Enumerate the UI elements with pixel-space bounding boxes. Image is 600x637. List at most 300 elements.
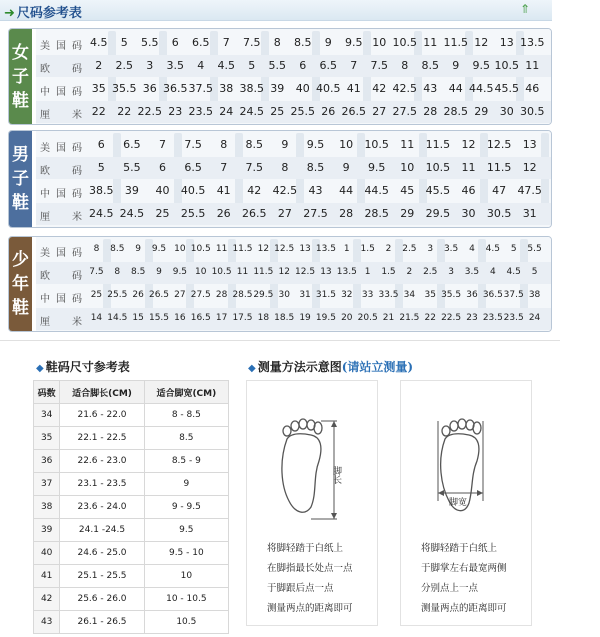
size-cell: 24.5 (239, 105, 264, 118)
size-cell: 8 (220, 138, 228, 151)
size-cell: 5.5 (527, 244, 542, 254)
size-cell: 1 (364, 267, 371, 277)
men-shoe-table (8, 130, 552, 228)
table-cell: 21.6 - 22.0 (60, 404, 144, 427)
size-cell: 40 (295, 82, 310, 95)
size-cell: 5 (97, 161, 105, 174)
size-cell: 35 (91, 82, 106, 95)
size-cell: 11.5 (486, 161, 512, 174)
table-cell: 9 (144, 473, 228, 496)
table-cell: 10.5 (144, 611, 228, 634)
size-cell: 26 (321, 105, 336, 118)
size-cell: 7 (220, 161, 228, 174)
size-cell: 5 (531, 267, 538, 277)
size-cell: 23.5 (503, 313, 524, 323)
bullet-icon: ◆ (248, 363, 256, 374)
men-side-label: 男 子 鞋 (9, 131, 32, 227)
size-cell: 33.5 (378, 290, 399, 300)
size-cell: 45.5 (425, 184, 451, 197)
table-cell: 8.5 - 9 (144, 450, 228, 473)
size-cell: 38 (528, 290, 541, 300)
size-cell: 5.5 (123, 161, 141, 174)
size-cell: 15.5 (148, 313, 170, 323)
size-cell: 5 (510, 244, 517, 254)
size-cell: 9.5 (472, 59, 490, 72)
size-cell: 42.5 (272, 184, 298, 197)
table-cell: 10 - 10.5 (144, 588, 228, 611)
size-cell: 16 (174, 313, 186, 323)
size-cell: 41 (216, 184, 231, 197)
size-cell: 44 (448, 82, 463, 95)
size-cell: 38.5 (239, 82, 264, 95)
table-cell: 42 (34, 588, 60, 611)
size-cell: 3.5 (443, 244, 459, 254)
size-cell: 28.5 (364, 207, 389, 220)
size-cell: 13 (499, 36, 514, 49)
size-cell: 1.5 (360, 244, 375, 254)
size-cell: 27.5 (303, 207, 328, 220)
size-cell: 20 (341, 313, 353, 323)
size-cell: 7 (222, 36, 230, 49)
size-cell: 4.5 (485, 244, 500, 254)
size-cell: 12 (461, 138, 476, 151)
size-cell: 7.5 (245, 161, 264, 174)
size-cell: 35 (424, 290, 436, 300)
table-cell: 22.1 - 22.5 (60, 427, 144, 450)
size-cell: 10 (372, 36, 387, 49)
size-cell: 28 (423, 105, 438, 118)
size-cell: 5.5 (141, 36, 159, 49)
size-cell: 27.5 (190, 290, 211, 300)
table-cell: 22.6 - 23.0 (60, 450, 144, 473)
size-cell: 29.5 (425, 207, 451, 220)
size-cell: 12.5 (295, 267, 316, 277)
size-cell: 2.5 (423, 267, 438, 277)
size-cell: 9 (281, 138, 289, 151)
size-cell: 1.5 (381, 267, 396, 277)
size-cell: 26 (216, 207, 231, 220)
size-cell: 6 (97, 138, 105, 151)
size-cell: 45 (400, 184, 415, 197)
table-row (34, 565, 229, 588)
foot-length-diagram (247, 381, 377, 531)
size-cell: 25.5 (107, 290, 128, 300)
row-label: 厘 米 (40, 110, 82, 121)
size-cell: 5 (248, 59, 256, 72)
table-cell: 34 (34, 404, 60, 427)
size-cell: 8 (401, 59, 409, 72)
size-cell: 13.5 (315, 244, 336, 254)
table-row (34, 404, 229, 427)
size-cell: 4.5 (217, 59, 235, 72)
size-cell: 42.5 (392, 82, 417, 95)
col-header: 码数 (34, 381, 60, 404)
size-row (36, 101, 551, 123)
table-cell: 39 (34, 519, 60, 542)
size-cell: 3.5 (464, 267, 480, 277)
size-cell: 4.5 (506, 267, 521, 277)
measure-width-instructions: 将脚轻踏于白纸上 于脚掌左右最宽两侧 分别点上一点 测量两点的距离即可 (421, 543, 507, 614)
size-cell: 11.5 (425, 138, 451, 151)
table-cell: 36 (34, 450, 60, 473)
size-cell: 6.5 (184, 161, 202, 174)
size-cell: 29 (474, 105, 489, 118)
size-cell: 6.5 (192, 36, 210, 49)
size-cell: 8.5 (306, 161, 325, 174)
size-cell: 5 (120, 36, 128, 49)
table-cell: 9.5 - 10 (144, 542, 228, 565)
size-cell: 12 (257, 244, 270, 254)
size-cell: 44 (339, 184, 354, 197)
size-row (36, 32, 551, 54)
size-cell: 14.5 (107, 313, 128, 323)
size-cell: 12.5 (486, 138, 512, 151)
size-cell: 21.5 (399, 313, 420, 323)
size-cell: 26.5 (341, 105, 366, 118)
size-cell: 30 (461, 207, 476, 220)
size-cell: 22 (117, 105, 132, 118)
size-cell: 2 (406, 267, 413, 277)
size-cell: 10.5 (494, 59, 519, 72)
size-cell: 25 (155, 207, 170, 220)
size-row (36, 239, 551, 261)
size-cell: 10.5 (364, 138, 389, 151)
size-cell: 4 (469, 244, 475, 254)
size-row (36, 180, 551, 202)
table-row (34, 519, 229, 542)
size-cell: 11 (525, 59, 540, 72)
size-cell: 39 (124, 184, 139, 197)
size-cell: 24.5 (89, 207, 114, 220)
table-cell: 25.1 - 25.5 (60, 565, 144, 588)
table-cell: 35 (34, 427, 60, 450)
size-cell: 25 (270, 105, 285, 118)
table-row (34, 588, 229, 611)
size-cell: 38.5 (89, 184, 114, 197)
size-cell: 6.5 (123, 138, 141, 151)
table-cell: 9 - 9.5 (144, 496, 228, 519)
size-cell: 27 (372, 105, 387, 118)
size-cell: 23.5 (482, 313, 503, 323)
size-cell: 28.5 (443, 105, 468, 118)
size-cell: 23 (466, 313, 478, 323)
size-cell: 19.5 (315, 313, 336, 323)
row-label: 厘 米 (40, 317, 82, 328)
col-header: 适合脚宽(CM) (144, 381, 228, 404)
size-cell: 13 (522, 138, 537, 151)
size-cell: 8 (281, 161, 289, 174)
size-cell: 11 (423, 36, 438, 49)
size-cell: 4 (197, 59, 205, 72)
size-row (36, 285, 551, 307)
size-cell: 9 (342, 161, 350, 174)
size-cell: 17.5 (232, 313, 253, 323)
row-label: 中国码 (40, 87, 82, 98)
foot-length-label: 脚长 (331, 466, 341, 484)
size-cell: 2 (95, 59, 103, 72)
size-cell: 9.5 (345, 36, 363, 49)
size-cell: 30.5 (486, 207, 512, 220)
size-cell: 11.5 (253, 267, 274, 277)
table-row (34, 611, 229, 634)
size-cell: 13.5 (336, 267, 357, 277)
table-row (34, 427, 229, 450)
size-cell: 44.5 (364, 184, 389, 197)
size-cell: 28 (339, 207, 354, 220)
size-cell: 25.5 (180, 207, 206, 220)
size-cell: 10 (400, 161, 415, 174)
size-cell: 11 (215, 244, 228, 254)
size-cell: 29 (400, 207, 415, 220)
size-cell: 22.5 (137, 105, 162, 118)
size-row (36, 78, 551, 100)
table-row (34, 450, 229, 473)
header-bar (0, 0, 552, 21)
size-cell: 26.5 (242, 207, 267, 220)
table-cell: 8 - 8.5 (144, 404, 228, 427)
table-cell: 9.5 (144, 519, 228, 542)
size-cell: 8.5 (245, 138, 264, 151)
foot-outline-icon (441, 419, 481, 511)
foot-width-label: 脚宽 (449, 498, 468, 508)
size-cell: 8 (114, 267, 121, 277)
size-cell: 40.5 (180, 184, 206, 197)
size-cell: 9 (452, 59, 460, 72)
table-cell: 10 (144, 565, 228, 588)
size-cell: 11 (461, 161, 476, 174)
table-cell: 38 (34, 496, 60, 519)
size-cell: 2 (385, 244, 392, 254)
size-cell: 6.5 (319, 59, 337, 72)
size-cell: 8 (93, 244, 100, 254)
size-cell: 35.5 (112, 82, 137, 95)
row-label: 欧 码 (40, 64, 82, 75)
size-cell: 13 (299, 244, 311, 254)
size-cell: 13.5 (520, 36, 545, 49)
table-row (34, 496, 229, 519)
table-cell: 40 (34, 542, 60, 565)
size-cell: 31 (522, 207, 537, 220)
size-cell: 7.5 (184, 138, 202, 151)
row-label: 美国码 (40, 143, 82, 154)
size-cell: 16.5 (190, 313, 211, 323)
size-cell: 3 (448, 267, 454, 277)
size-cell: 31 (299, 290, 311, 300)
size-cell: 30 (278, 290, 290, 300)
size-cell: 10.5 (425, 161, 451, 174)
size-cell: 2.5 (402, 244, 417, 254)
kids-shoe-table (8, 236, 552, 332)
table-cell: 8.5 (144, 427, 228, 450)
size-cell: 38 (219, 82, 234, 95)
size-cell: 28.5 (232, 290, 253, 300)
size-cell: 8.5 (421, 59, 439, 72)
size-cell: 12 (474, 36, 489, 49)
size-cell: 9 (324, 36, 332, 49)
row-label: 欧 码 (40, 166, 82, 177)
size-cell: 10 (174, 244, 186, 254)
size-cell: 22 (91, 105, 106, 118)
table-cell: 24.6 - 25.0 (60, 542, 144, 565)
size-cell: 12 (522, 161, 537, 174)
size-cell: 37.5 (188, 82, 213, 95)
size-cell: 26 (132, 290, 144, 300)
size-cell: 22 (424, 313, 436, 323)
size-ref-title: ◆ 鞋码尺寸参考表 (36, 360, 130, 374)
size-cell: 9 (135, 244, 142, 254)
row-label: 厘 米 (40, 212, 82, 223)
size-row (36, 262, 551, 284)
size-cell: 8.5 (130, 267, 146, 277)
table-cell: 23.6 - 24.0 (60, 496, 144, 519)
size-cell: 36.5 (482, 290, 503, 300)
size-cell: 23 (168, 105, 183, 118)
size-cell: 36 (466, 290, 478, 300)
size-cell: 7 (158, 138, 166, 151)
arrow-icon: ➜ (4, 6, 15, 21)
size-cell: 24 (528, 313, 541, 323)
size-cell: 47.5 (517, 184, 542, 197)
size-cell: 30 (499, 105, 514, 118)
size-cell: 24 (219, 105, 234, 118)
size-cell: 44.5 (469, 82, 494, 95)
size-cell: 46 (461, 184, 476, 197)
size-cell: 4.5 (90, 36, 108, 49)
size-cell: 26.5 (148, 290, 170, 300)
scroll-top-icon[interactable]: ⇑ (519, 2, 530, 16)
size-cell: 19 (299, 313, 311, 323)
table-cell: 43 (34, 611, 60, 634)
size-cell: 5.5 (268, 59, 286, 72)
size-cell: 9.5 (151, 244, 167, 254)
size-cell: 47 (492, 184, 507, 197)
size-cell: 46 (525, 82, 540, 95)
size-cell: 45.5 (494, 82, 519, 95)
size-cell: 36 (142, 82, 157, 95)
size-cell: 13 (320, 267, 332, 277)
size-cell: 31.5 (315, 290, 336, 300)
size-cell: 24.5 (119, 207, 145, 220)
size-cell: 42 (247, 184, 262, 197)
size-cell: 6 (171, 36, 179, 49)
size-cell: 4 (489, 267, 496, 277)
table-cell: 23.1 - 23.5 (60, 473, 144, 496)
women-side-label: 女 子 鞋 (9, 29, 32, 124)
measure-length-box (246, 380, 378, 626)
size-cell: 2.5 (115, 59, 133, 72)
size-cell: 22.5 (441, 313, 462, 323)
size-cell: 39 (270, 82, 285, 95)
table-cell: 25.6 - 26.0 (60, 588, 144, 611)
size-cell: 8.5 (294, 36, 312, 49)
size-cell: 40.5 (316, 82, 341, 95)
size-cell: 6 (299, 59, 307, 72)
size-cell: 3.5 (166, 59, 184, 72)
measure-title: ◆ 测量方法示意图(请站立测量) (248, 360, 414, 374)
size-cell: 10.5 (211, 267, 232, 277)
size-row (36, 55, 551, 77)
size-cell: 7.5 (370, 59, 388, 72)
size-cell: 12.5 (274, 244, 295, 254)
size-cell: 3 (146, 59, 154, 72)
size-cell: 8.5 (110, 244, 125, 254)
size-cell: 41 (346, 82, 361, 95)
size-cell: 3 (427, 244, 434, 254)
size-cell: 30.5 (520, 105, 545, 118)
size-cell: 18.5 (274, 313, 295, 323)
row-label: 美国码 (40, 41, 82, 52)
size-cell: 10 (195, 267, 207, 277)
size-cell: 10.5 (190, 244, 211, 254)
size-cell: 35.5 (441, 290, 462, 300)
size-cell: 28 (215, 290, 228, 300)
size-cell: 43 (308, 184, 323, 197)
size-cell: 29.5 (253, 290, 274, 300)
size-cell: 25.5 (290, 105, 315, 118)
size-cell: 15 (132, 313, 144, 323)
size-row (36, 203, 551, 225)
table-cell: 41 (34, 565, 60, 588)
measure-width-box (400, 380, 532, 626)
size-cell: 11.5 (232, 244, 253, 254)
size-cell: 7 (350, 59, 358, 72)
size-cell: 9 (156, 267, 162, 277)
size-cell: 9.5 (367, 161, 386, 174)
size-reference-table (33, 380, 229, 634)
table-row (34, 542, 229, 565)
women-shoe-table (8, 28, 552, 125)
size-cell: 14 (90, 313, 103, 323)
table-cell: 24.1 -24.5 (60, 519, 144, 542)
row-label: 欧 码 (40, 271, 82, 282)
size-cell: 7.5 (89, 267, 104, 277)
size-cell: 23.5 (188, 105, 213, 118)
size-cell: 27 (174, 290, 186, 300)
size-cell: 43 (423, 82, 438, 95)
size-cell: 9.5 (306, 138, 325, 151)
size-cell: 10.5 (392, 36, 417, 49)
foot-width-diagram (401, 381, 531, 531)
size-row (36, 308, 551, 330)
measure-length-instructions: 将脚轻踏于白纸上 在脚指最长处点一点 于脚跟后点一点 测量两点的距离即可 (267, 543, 353, 614)
table-row (34, 473, 229, 496)
size-cell: 12 (278, 267, 290, 277)
foot-outline-icon (282, 419, 322, 512)
size-cell: 33 (361, 290, 374, 300)
size-cell: 21 (382, 313, 395, 323)
size-cell: 25 (90, 290, 103, 300)
size-cell: 1 (343, 244, 350, 254)
size-cell: 10 (339, 138, 354, 151)
bullet-icon: ◆ (36, 363, 44, 374)
size-cell: 20.5 (357, 313, 378, 323)
size-cell: 17 (215, 313, 228, 323)
table-cell: 37 (34, 473, 60, 496)
size-cell: 7.5 (243, 36, 261, 49)
size-cell: 42 (372, 82, 387, 95)
size-cell: 11.5 (443, 36, 468, 49)
size-cell: 11 (236, 267, 249, 277)
size-cell: 9.5 (172, 267, 188, 277)
row-label: 中国码 (40, 294, 82, 305)
kids-side-label: 少 年 鞋 (9, 237, 32, 331)
size-cell: 34 (403, 290, 416, 300)
size-cell: 36.5 (163, 82, 188, 95)
header-title: ➜ 尺码参考表 (4, 6, 82, 21)
size-cell: 18 (257, 313, 270, 323)
size-cell: 37.5 (503, 290, 524, 300)
table-cell: 26.1 - 26.5 (60, 611, 144, 634)
